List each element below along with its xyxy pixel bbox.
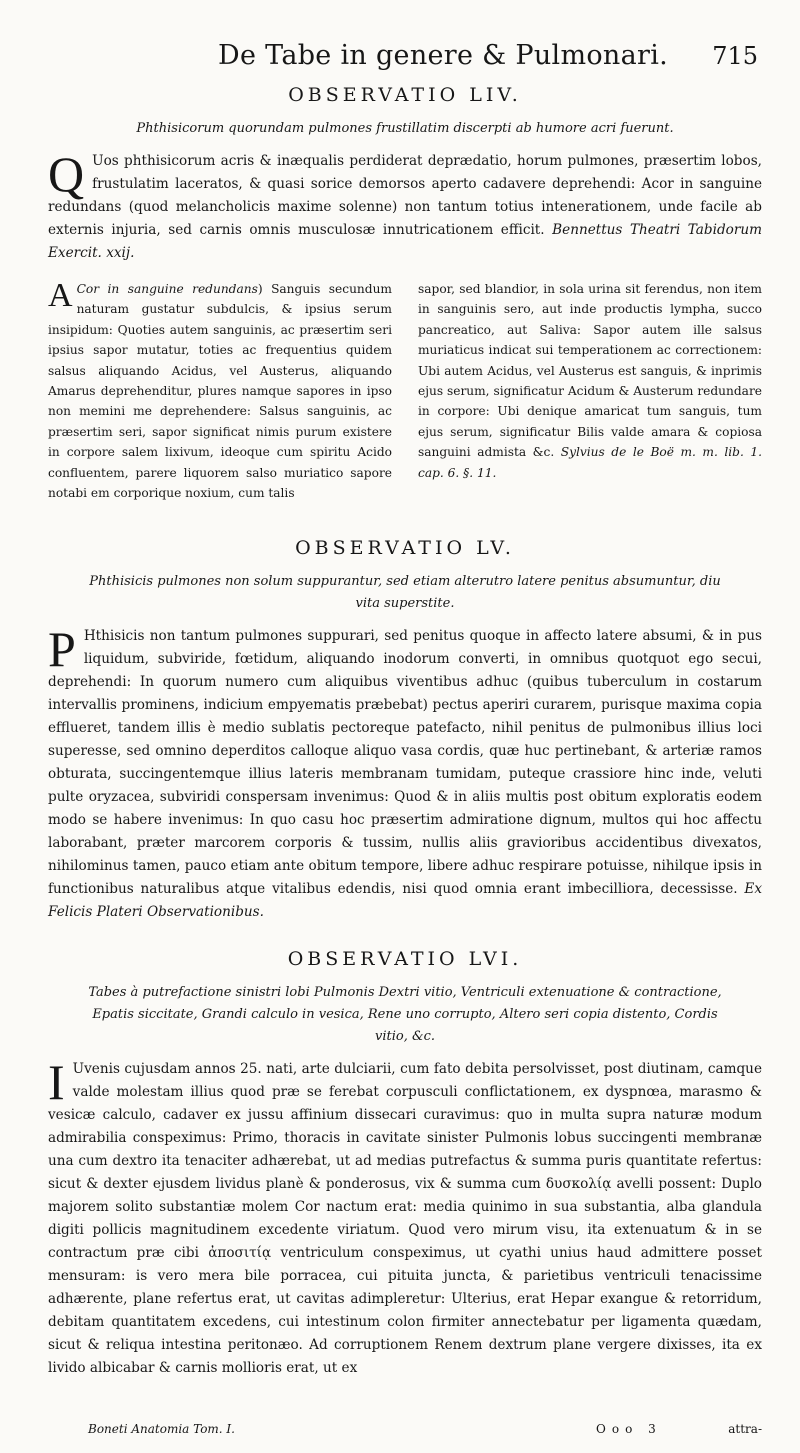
commentary-left-text: ) Sanguis secundum naturam gustatur subdulcis, & ipsius serum insipidum: Quoties autem sanguinis, ac præsertim seri ipsius sapor mutatur, toties ac frequentius quidem salsus aliquando Acidus, vel Austerus, aliquando Amarus deprehenditur, plures namque sapores in ipso non memini me deprehendere: Salsus sanguinis, ac præsertim seri, sapor significat nimis purum existere in corpore salem lixivum, ideoque cum spiritu Acido confluentem, parere liquorem salso muriatico sapore notabi em corporique noxium, cum talis bbox=[48, 282, 392, 501]
observation-title: OBSERVATIO LV. bbox=[295, 537, 515, 560]
page-number: 715 bbox=[712, 42, 758, 70]
commentary-left-column bbox=[48, 279, 392, 503]
commentary-right-column bbox=[418, 279, 762, 503]
observation-title: OBSERVATIO LVI. bbox=[287, 948, 523, 971]
observation-body: Uos phthisicorum acris & inæqualis perdiderat deprædatio, horum pulmones, præsertim lobos, frustulatim laceratos, & quasi sorice demorsos aperto cadavere deprehendi: Acor in sanguine redundans (quod melancholicis maxime solenne) non tantum totius intenerationem, unde facile ab externis injuria, sed carnis omnis musculosæ innutricationem efficit. bbox=[48, 153, 762, 238]
drop-cap: P bbox=[48, 621, 76, 678]
observation-title: OBSERVATIO LIV. bbox=[288, 84, 522, 106]
observation-text bbox=[48, 146, 762, 265]
page-header bbox=[48, 34, 762, 78]
catchword: attra- bbox=[728, 1422, 762, 1436]
observation-56 bbox=[48, 948, 762, 1380]
running-title: De Tabe in genere & Pulmonari. bbox=[218, 40, 669, 71]
observation-text bbox=[48, 1054, 762, 1380]
observation-summary: Phthisicorum quorundam pulmones frustillatim discerpti ab humore acri fuerunt. bbox=[136, 121, 674, 136]
drop-cap: A bbox=[48, 277, 73, 314]
citation: Sylvius de le Boë m. m. lib. 1. cap. 6. §. 11. bbox=[418, 445, 763, 480]
signature-mark: Ooo 3 bbox=[596, 1422, 662, 1436]
page-footer bbox=[48, 1422, 762, 1444]
commentary-lemma: Cor in sanguine redundans bbox=[76, 282, 258, 296]
observation-body: Hthisicis non tantum pulmones suppurari, sed penitus quoque in affecto latere absumi, & in pus liquidum, subviride, fœtidum, aliquando inodorum converti, in omnibus quotquot ego secui, deprehendi: In quorum numero cum aliquibus viventibus adhuc (quibus tuberculum in costarum intervallis prominens, indicium empyematis præbebat) pectus aperiri curarem, purisque maxima copia efflueret, tandem illis è medio sublatis pectoreque patefacto, nihil penitus de pulmonibus illius loci superesse, sed omnino deperditos calloque aliquo vasa cordis, quæ huc pertinebant, & arteriæ ramos obturata, succingentemque illius lateris membranam tumidam, puteque crassiore hinc inde, veluti pulte oryzacea, subviridi conspersam invenimus: Quod & in aliis multis post obitum exploratis eodem modo se habere invenimus: In quo casu hoc præsertim admiratione dignum, multos qui hoc affectu laborabant, præter marcorem corporis & tussim, nullis aliis gravioribus accidentibus divexatos, nihilominus tamen, pauco etiam ante obitum tempore, libere adhuc respirare potuisse, nihilque ipsis in functionibus naturalibus atque vitalibus edendis, nisi quod omnia erant imbecilliora, decessisse. bbox=[48, 628, 762, 898]
citation: Bennettus Theatri Tabidorum Exercit. xxij. bbox=[48, 222, 762, 261]
observation-summary: Tabes à putrefactione sinistri lobi Pulmonis Dextri vitio, Ventriculi extenuatione & contractione, Epatis siccitate, Grandi calculo in vesica, Rene uno corrupto, Altero seri copia distento, Cordis vitio, &c. bbox=[88, 985, 722, 1045]
observation-55 bbox=[48, 537, 762, 924]
drop-cap: Q bbox=[48, 146, 85, 202]
citation: Ex Felicis Plateri Observationibus. bbox=[48, 881, 763, 921]
commentary-right-text: sapor, sed blandior, in sola urina sit ferendus, non item in sanguinis sero, aut inde productis lympha, succo pancreatico, aut Saliva: Sapor autem ille salsus muriaticus indicat sui temperationem ac correctionem: Ubi autem Acidus, vel Austerus est sanguis, & inprimis ejus serum, significatur Acidum & Austerum redundare in corpore: Ubi denique amaricat tum sanguis, tum ejus serum, significatur Bilis valde amara & copiosa sanguini admista &c. bbox=[418, 282, 762, 460]
observation-54 bbox=[48, 84, 762, 503]
observation-text bbox=[48, 621, 763, 924]
drop-cap: I bbox=[48, 1054, 65, 1111]
commentary-columns bbox=[48, 279, 762, 503]
signature-line: Boneti Anatomia Tom. I. bbox=[88, 1422, 235, 1436]
observation-summary: Phthisicis pulmones non solum suppurantur, sed etiam alterutro latere penitus absumuntur, diu vita superstite. bbox=[89, 574, 721, 612]
observation-body: Uvenis cujusdam annos 25. nati, arte dulciarii, cum fato debita persolvisset, post diutinam, camque valde molestam illius quod præ se ferebat corpusculi conflictationem, ex dyspnœa, marasmo & vesicæ calculo, cadaver ex jussu affinium dissecari curavimus: quo in multa supra naturæ modum admirabilia conspeximus: Primo, thoracis in cavitate sinister Pulmonis lobus succingenti membranæ una cum dextro ita tenaciter adhærebat, ut ad medias putrefactus & summa puris quantitate refertus: sicut & dexter ejusdem lividus planè & ponderosus, vix & summa cum δυσκολίᾳ avelli possent: Duplo majorem solito substantiæ molem Cor nactum erat: media quinimo in sua substantia, alba glandula digiti pollicis magnitudinem excedente viriatum. Quod vero mirum visu, ita extenuatum & in se contractum præ cibi ἀποσιτίᾳ ventriculum conspeximus, ut cyathi unius haud admittere posset mensuram: is vero mera bile porracea, cui pituita juncta, & parietibus ventriculi tenacissime adhærente, plane refertus erat, ut cavitas adimpleretur: Ulterius, erat Hepar exangue & retorridum, debitam quantitatem excedens, cui intestinum colon firmiter annectebatur per ligamenta quædam, sicut & reliqua intestina peritonæo. Ad corruptionem Renem dextrum plane vergere dixisses, ita ex livido albicabar & carnis mollioris erat, ut ex bbox=[48, 1061, 762, 1377]
